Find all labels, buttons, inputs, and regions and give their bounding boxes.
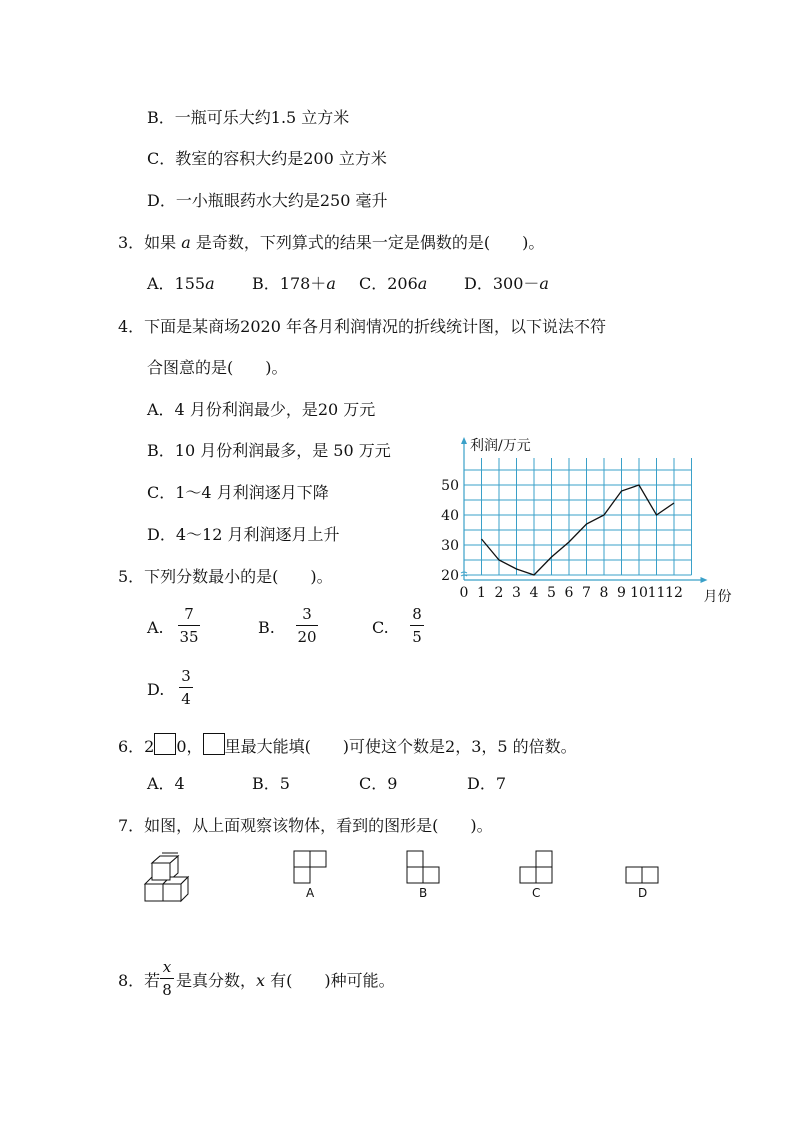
q3-option-b-var: a — [326, 274, 336, 293]
q8-fraction — [160, 958, 174, 999]
q3-option-d-var: a — [539, 274, 549, 293]
y-tick-label: 50 — [441, 478, 459, 494]
q2-option-c: C．教室的容积大约是200 立方米 — [147, 149, 387, 168]
fraction-bar — [410, 625, 424, 626]
q5-stem: 5．下列分数最小的是( )。 — [118, 567, 333, 586]
x-tick-label: 5 — [547, 585, 556, 601]
q4-stem-line2: 合图意的是( )。 — [147, 358, 288, 377]
blank-box-icon — [203, 733, 225, 755]
q2-option-b: B．一瓶可乐大约1.5 立方米 — [147, 108, 350, 127]
q3-stem-prefix: 3．如果 — [118, 233, 182, 252]
y-axis-label: 利润/万元 — [470, 438, 531, 454]
q5-option-b-letter: B. — [258, 618, 275, 637]
q5-option-d-denominator: 4 — [181, 690, 191, 708]
q6-option-c: C．9 — [359, 774, 398, 793]
q3-option-d-text: D．300－ — [464, 274, 540, 293]
y-axis-arrow-icon — [461, 437, 467, 444]
x-tick-label: 6 — [564, 585, 574, 601]
fraction-bar — [160, 978, 174, 979]
q3-option-a-text: A．155 — [147, 274, 206, 293]
fraction-bar — [178, 625, 200, 626]
blank-box-icon — [154, 733, 176, 755]
q5-option-c-fraction — [410, 605, 424, 646]
x-tick-label: 2 — [494, 585, 504, 601]
q7-choice-a-label: A — [306, 886, 315, 900]
q8-denominator: 8 — [162, 981, 172, 999]
q4-stem-line1: 4．下面是某商场2020 年各月利润情况的折线统计图，以下说法不符 — [118, 317, 606, 336]
q2-option-d: D．一小瓶眼药水大约是250 毫升 — [147, 191, 388, 210]
x-tick-label: 0 — [459, 585, 469, 601]
x-tick-label: 11 — [647, 585, 666, 601]
q5-option-a-denominator: 35 — [179, 628, 199, 646]
cube-stack-figure — [140, 853, 196, 905]
q5-option-d-letter: D. — [147, 680, 165, 699]
q6-option-a: A．4 — [147, 774, 185, 793]
x-tick-label: 3 — [512, 585, 521, 601]
x-tick-label: 7 — [582, 585, 591, 601]
q7-choice-d-label: D — [638, 886, 648, 900]
q8-suffix — [176, 970, 395, 992]
q8-numerator: x — [162, 958, 172, 976]
q5-option-a-numerator: 7 — [184, 605, 194, 623]
q4-option-b: B．10 月份利润最多，是 50 万元 — [147, 441, 391, 460]
q5-option-d-fraction — [179, 667, 193, 708]
q7-choice-b-figure — [406, 850, 442, 884]
x-tick-label: 10 — [630, 585, 648, 601]
q5-option-b-numerator: 3 — [302, 605, 312, 623]
q3-option-c-text: C．206 — [359, 274, 418, 293]
q6-number-prefix: 6．2 — [118, 737, 155, 756]
y-tick-label: 20 — [441, 568, 459, 584]
q7-stem: 7．如图，从上面观察该物体，看到的图形是( )。 — [118, 816, 493, 835]
x-tick-label: 1 — [477, 585, 486, 601]
q3-option-a-var: a — [205, 274, 215, 293]
q8-suffix-b: 有( )种可能。 — [265, 971, 395, 990]
y-tick-label: 30 — [441, 538, 459, 554]
x-tick-label: 8 — [599, 585, 609, 601]
q5-option-d-numerator: 3 — [181, 667, 191, 685]
q4-option-c: C．1～4 月利润逐月下降 — [147, 483, 329, 502]
q6-option-d: D．7 — [467, 774, 507, 793]
q6-stem-suffix: 里最大能填( )可使这个数是2，3，5 的倍数。 — [224, 737, 577, 756]
y-tick-label: 40 — [441, 508, 459, 524]
q7-choice-d-figure — [625, 866, 659, 884]
q8-suffix-a: 是真分数， — [176, 971, 257, 990]
q5-option-a-letter: A. — [147, 618, 164, 637]
q4-option-a: A．4 月份利润最少，是20 万元 — [147, 400, 376, 419]
x-tick-label: 12 — [665, 585, 683, 601]
q6-option-b: B．5 — [252, 774, 290, 793]
q6-number-mid: 0， — [176, 737, 203, 756]
q7-choice-a-figure — [293, 850, 329, 884]
q8-prefix: 8．若 — [118, 971, 161, 990]
x-tick-label: 4 — [529, 585, 539, 601]
x-axis-arrow-icon — [701, 577, 708, 583]
q6-stem — [118, 733, 577, 758]
q5-option-c-denominator: 5 — [412, 628, 422, 646]
fraction-bar — [296, 625, 318, 626]
q7-choice-c-figure — [519, 850, 555, 884]
fraction-bar — [179, 687, 193, 688]
q4-option-d: D．4～12 月利润逐月上升 — [147, 525, 340, 544]
q3-stem-suffix: 是奇数，下列算式的结果一定是偶数的是( )。 — [190, 233, 545, 252]
q5-option-a-fraction — [178, 605, 200, 646]
q7-choice-c-label: C — [532, 886, 541, 900]
q3-var: a — [181, 233, 191, 252]
q5-option-c-letter: C. — [372, 618, 389, 637]
q5-option-c-numerator: 8 — [412, 605, 422, 623]
x-tick-label: 9 — [617, 585, 626, 601]
q7-choice-b-label: B — [419, 886, 428, 900]
q5-option-b-fraction — [296, 605, 318, 646]
x-axis-label: 月份 — [703, 589, 732, 605]
q5-option-b-denominator: 20 — [297, 628, 317, 646]
q3-option-b-text: B．178＋ — [252, 274, 327, 293]
q3-option-c-var: a — [417, 274, 428, 293]
q8-var: x — [256, 971, 266, 990]
